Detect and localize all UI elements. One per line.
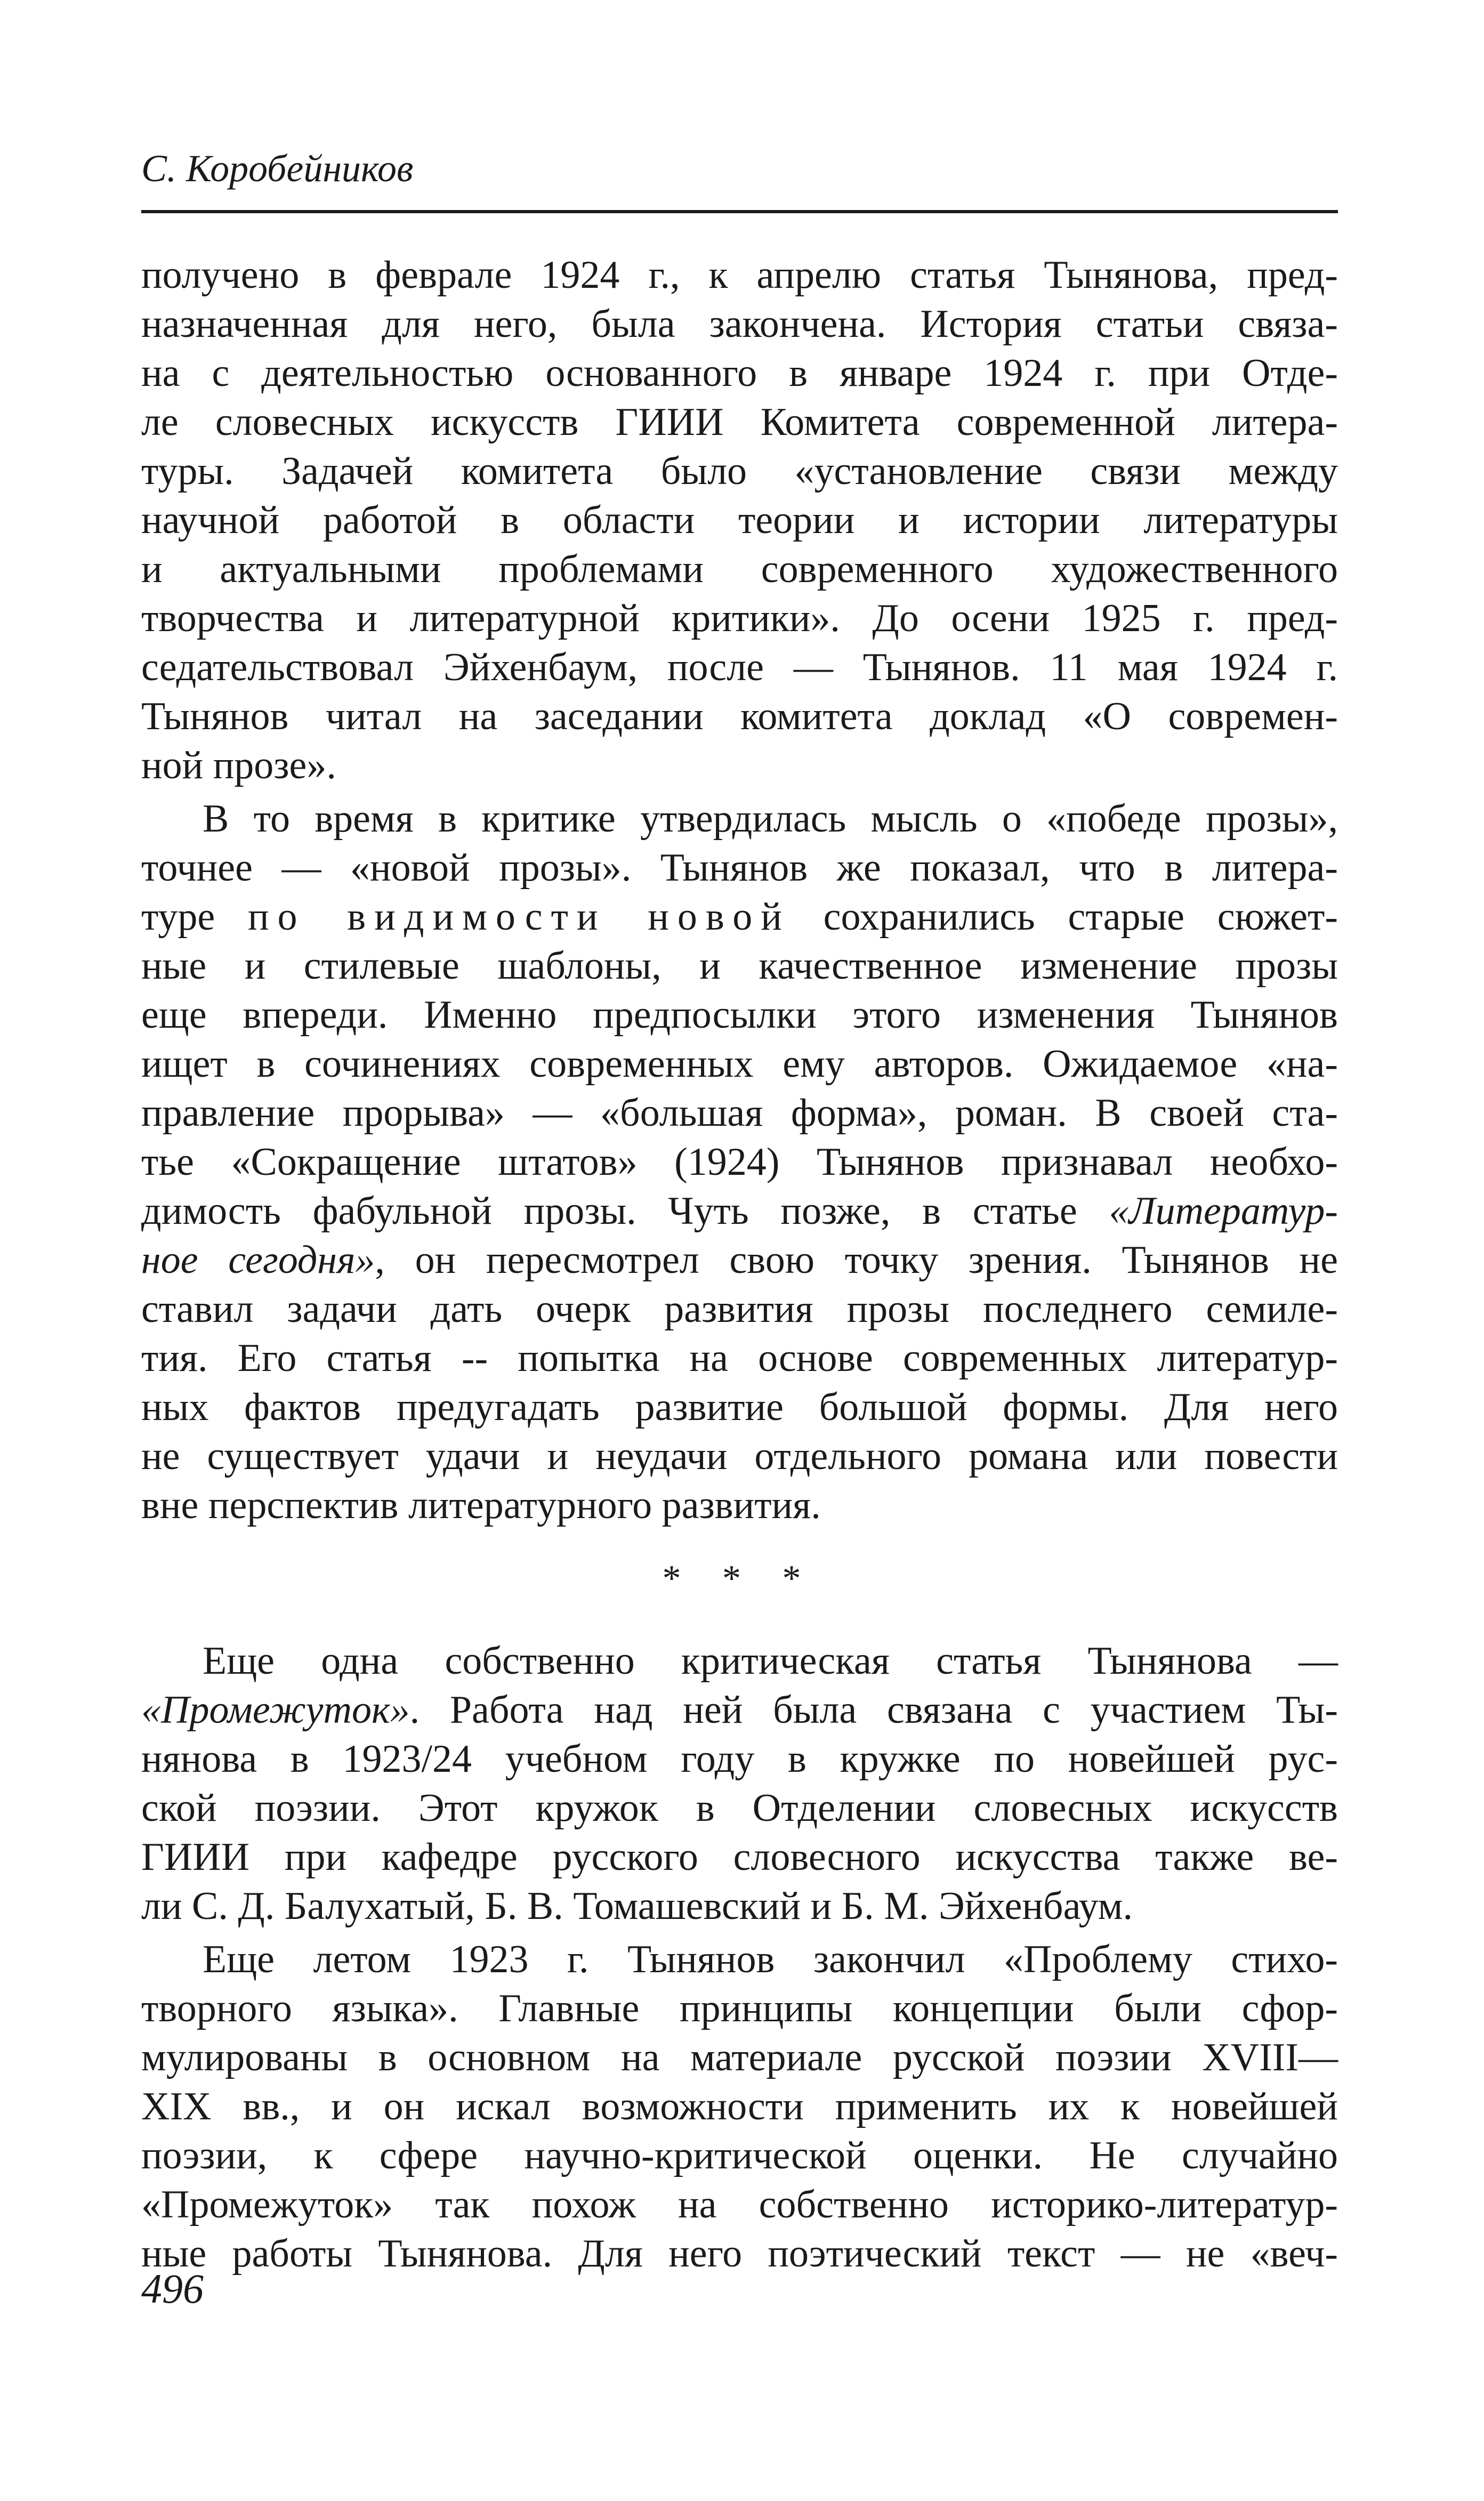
italic-title: ное сегодня»: [141, 1238, 375, 1282]
text-line: ГИИИ при кафедре русского словесного искусства также ве-: [141, 1835, 1338, 1879]
text-line: ской поэзии. Этот кружок в Отделении словесных искусств: [141, 1786, 1338, 1830]
section-separator: * * *: [662, 1558, 817, 1599]
text-line: ищет в сочинениях современных ему авторов. Ожидаемое «на-: [141, 1042, 1338, 1086]
text-line: правление прорыва» — «большая форма», роман. В своей ста-: [141, 1091, 1338, 1135]
text-line: ли С. Д. Балухатый, Б. В. Томашевский и Б. М. Эйхенбаум.: [141, 1884, 1133, 1928]
text-line: творчества и литературной критики». До осени 1925 г. пред-: [141, 596, 1338, 640]
text-line: ле словесных искусств ГИИИ Комитета современной литера-: [141, 400, 1338, 444]
text-line: ставил задачи дать очерк развития прозы последнего семиле-: [141, 1287, 1338, 1331]
text-line: XIX вв., и он искал возможности применить их к новейшей: [141, 2085, 1338, 2128]
text-line-spaced: туре по видимости новой сохранились старые сюжет-: [141, 895, 1338, 939]
text-line: поэзии, к сфере научно-критической оценки. Не случайно: [141, 2134, 1338, 2177]
text-line: «Промежуток». Работа над ней была связана с участием Ты-: [141, 1688, 1338, 1732]
text-line: не существует удачи и неудачи отдельного романа или повести: [141, 1434, 1338, 1478]
text-line: ной прозе».: [141, 744, 336, 787]
page-number: 496: [141, 2265, 204, 2312]
text-line: вне перспектив литературного развития.: [141, 1483, 821, 1527]
running-head-author: С. Коробейников: [141, 147, 414, 190]
text-line: «Промежуток» так похож на собственно историко-литератур-: [141, 2183, 1338, 2226]
emphasis-spaced: по видимости новой: [247, 895, 791, 939]
text-line: творного языка». Главные принципы концепции были сфор-: [141, 1987, 1338, 2030]
text-line: нянова в 1923/24 учебном году в кружке по новейшей рус-: [141, 1737, 1338, 1781]
text-line: еще впереди. Именно предпосылки этого изменения Тынянов: [141, 993, 1338, 1037]
text-line: ное сегодня», он пересмотрел свою точку зрения. Тынянов не: [141, 1238, 1338, 1282]
text-line: получено в феврале 1924 г., к апрелю статья Тынянова, пред-: [141, 253, 1338, 297]
text-line: мулированы в основном на материале русской поэзии XVIII—: [141, 2036, 1338, 2079]
text-line: седательствовал Эйхенбаум, после — Тынянов. 11 мая 1924 г.: [141, 646, 1338, 689]
text-line: тия. Его статья -- попытка на основе современных литератур-: [141, 1336, 1338, 1380]
page-body: [141, 251, 1338, 2278]
text-line: и актуальными проблемами современного художественного: [141, 547, 1338, 591]
text-line: туры. Задачей комитета было «установление связи между: [141, 449, 1338, 493]
text-line: В то время в критике утвердилась мысль о «победе прозы»,: [203, 797, 1338, 841]
text-line: Еще одна собственно критическая статья Тынянова —: [203, 1639, 1338, 1683]
text-line: назначенная для него, была закончена. История статьи связа-: [141, 302, 1338, 346]
text-line: ные и стилевые шаблоны, и качественное изменение прозы: [141, 944, 1338, 988]
text-line: димость фабульной прозы. Чуть позже, в статье «Литератур-: [141, 1189, 1338, 1233]
italic-title: «Промежуток»: [141, 1688, 410, 1732]
text-line: ных фактов предугадать развитие большой формы. Для него: [141, 1385, 1338, 1429]
text-line: Еще летом 1923 г. Тынянов закончил «Проблему стихо-: [203, 1938, 1338, 1981]
text-line: научной работой в области теории и истории литературы: [141, 498, 1338, 542]
page-header: [141, 144, 1338, 213]
text-line: ные работы Тынянова. Для него поэтический текст — не «веч-: [141, 2232, 1338, 2276]
text-line: на с деятельностью основанного в январе 1924 г. при Отде-: [141, 351, 1338, 395]
text-line: тье «Сокращение штатов» (1924) Тынянов признавал необхо-: [141, 1140, 1338, 1184]
italic-title: «Литератур-: [1109, 1189, 1338, 1233]
text-line: точнее — «новой прозы». Тынянов же показал, что в литера-: [141, 846, 1338, 890]
text-line: Тынянов читал на заседании комитета доклад «О современ-: [141, 695, 1338, 738]
